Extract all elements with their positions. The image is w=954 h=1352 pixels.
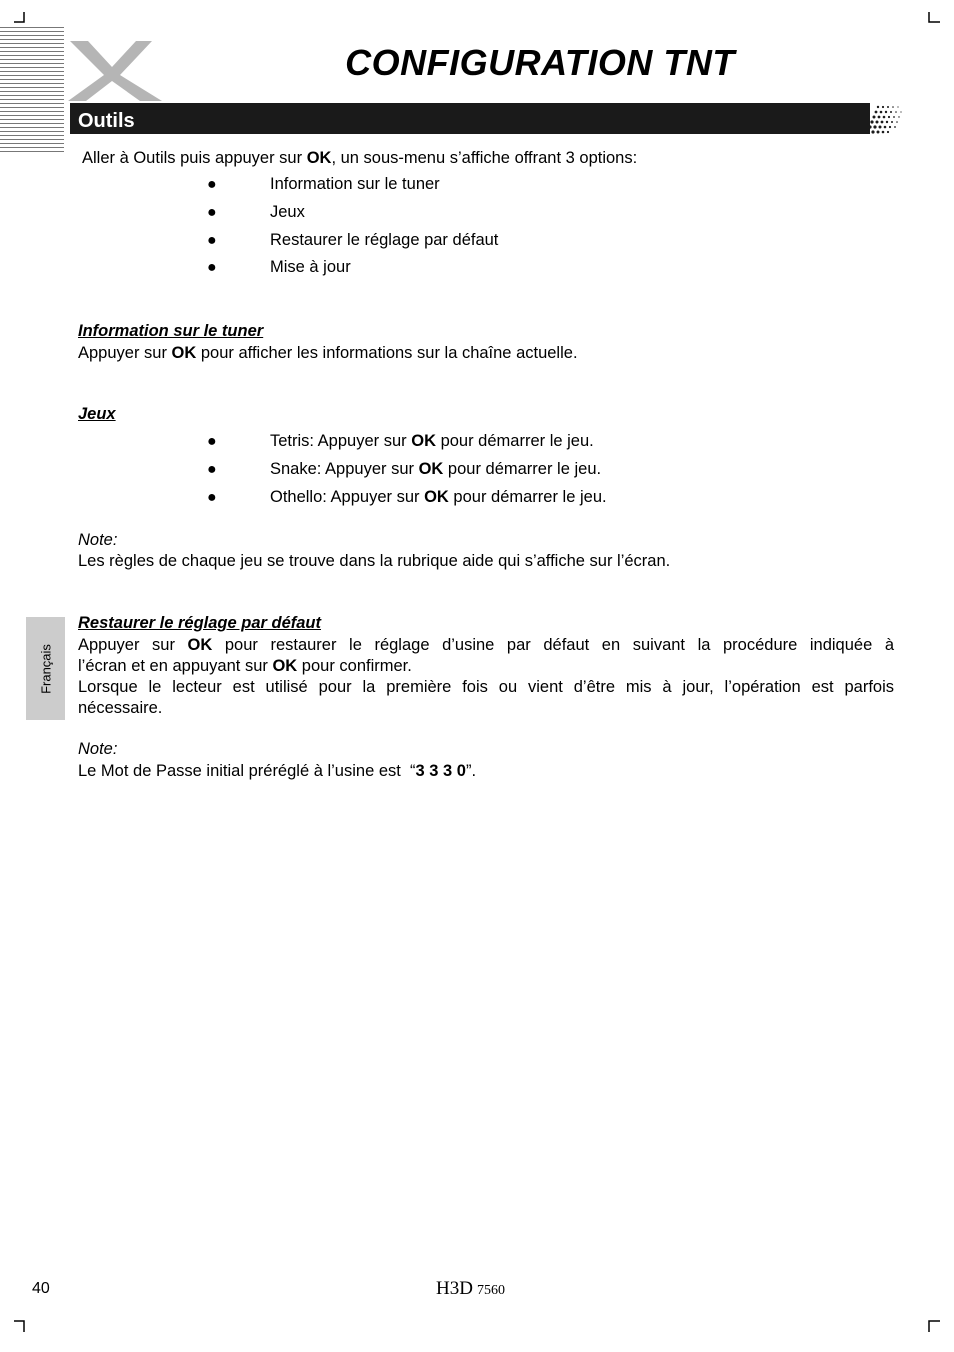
- tuner-paragraph: Appuyer sur OK pour afficher les informations sur la chaîne actuelle.: [78, 344, 578, 362]
- model-number: 7560: [476, 1283, 505, 1298]
- option-item: Restaurer le réglage par défaut: [270, 231, 499, 249]
- restore-line-3: Lorsque le lecteur est utilisé pour la première fois ou vient d’être mis à jour, l’opération est parfois: [78, 678, 894, 696]
- intro-paragraph: Aller à Outils puis appuyer sur OK, un sous-menu s’affiche offrant 3 options:: [82, 149, 638, 167]
- language-tab: [26, 617, 65, 720]
- bullet-icon: ●: [207, 489, 217, 506]
- restore-note-label: Note:: [78, 740, 118, 758]
- section-header-bar: [70, 103, 870, 134]
- bullet-icon: ●: [207, 259, 217, 276]
- jeux-note-text: Les règles de chaque jeu se trouve dans la rubrique aide qui s’affiche sur l’écran.: [78, 552, 671, 570]
- game-item: Othello: Appuyer sur OK pour démarrer le jeu.: [270, 488, 607, 506]
- model-prefix: H3D: [436, 1278, 473, 1299]
- halftone-dots-icon: [862, 100, 904, 136]
- restore-heading: Restaurer le réglage par défaut: [78, 614, 322, 632]
- crop-mark-bottom-right: [928, 1320, 940, 1332]
- option-item: Jeux: [270, 203, 305, 221]
- page-number: 40: [32, 1280, 50, 1297]
- page-title: CONFIGURATION TNT: [345, 42, 735, 83]
- option-item: Mise à jour: [270, 258, 351, 276]
- jeux-heading: Jeux: [78, 405, 116, 423]
- decorative-stripes: [0, 27, 64, 155]
- bullet-icon: ●: [207, 461, 217, 478]
- restore-line-4: nécessaire.: [78, 699, 163, 717]
- restore-line-1: Appuyer sur OK pour restaurer le réglage d’usine par défaut en suivant la procédure indiquée à: [78, 636, 894, 654]
- option-item: Information sur le tuner: [270, 175, 440, 193]
- model-name: [436, 1278, 505, 1300]
- brand-x-logo-icon: [66, 37, 166, 103]
- jeux-note-label: Note:: [78, 531, 118, 549]
- bullet-icon: ●: [207, 176, 217, 193]
- crop-mark-top-right: [928, 12, 940, 24]
- restore-line-2: l’écran et en appuyant sur OK pour confirmer.: [78, 657, 412, 675]
- game-item: Tetris: Appuyer sur OK pour démarrer le jeu.: [270, 432, 594, 450]
- crop-mark-top-left: [14, 12, 26, 24]
- bullet-icon: ●: [207, 232, 217, 249]
- game-item: Snake: Appuyer sur OK pour démarrer le jeu.: [270, 460, 602, 478]
- bullet-icon: ●: [207, 204, 217, 221]
- tuner-heading: Information sur le tuner: [78, 322, 264, 340]
- bullet-icon: ●: [207, 433, 217, 450]
- restore-note-text: Le Mot de Passe initial préréglé à l’usine est “3 3 3 0”.: [78, 762, 477, 780]
- crop-mark-bottom-left: [14, 1320, 26, 1332]
- language-label: Français: [38, 643, 53, 694]
- section-title: Outils: [78, 110, 135, 132]
